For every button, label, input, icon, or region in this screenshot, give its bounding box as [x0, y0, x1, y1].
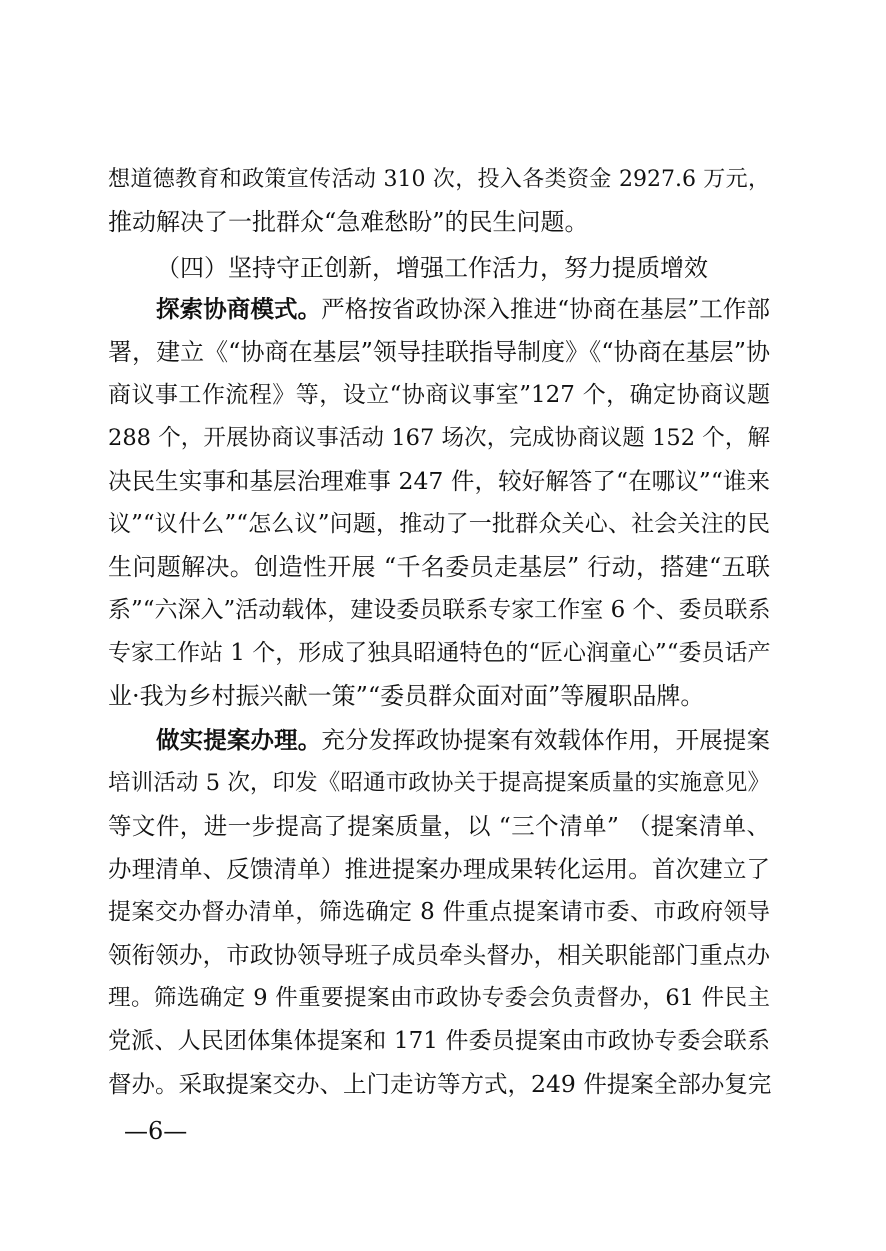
body-text-line: 领衔领办，市政协领导班子成员牵头督办，相关职能部门重点办	[108, 941, 770, 969]
paragraph-lead-heading: 探索协商模式。	[156, 295, 322, 323]
body-text-span: 严格按省政协深入推进“协商在基层”工作部	[321, 295, 771, 323]
body-text-line: 等文件，进一步提高了提案质量，以 “三个清单” （提案清单、	[108, 812, 770, 840]
paragraph-first-line	[156, 725, 770, 755]
body-text-line: 办理清单、反馈清单）推进提案办理成果转化运用。首次建立了	[108, 855, 770, 883]
body-text-line: 决民生实事和基层治理难事 247 件，较好解答了“在哪议”“谁来	[108, 467, 770, 495]
body-text-line: 商议事工作流程》等，设立“协商议事室”127 个，确定协商议题	[108, 382, 770, 408]
paragraph-first-line	[156, 294, 770, 324]
body-text-line: 理。筛选确定 9 件重要提案由市政协专委会负责督办，61 件民主	[108, 985, 770, 1011]
body-text-line: 系”“六深入”活动载体，建设委员联系专家工作室 6 个、委员联系	[108, 597, 771, 623]
body-text-span: 充分发挥政协提案有效载体作用，开展提案	[321, 726, 771, 754]
body-text-line: 署，建立《“协商在基层”领导挂联指导制度》《“协商在基层”协	[108, 338, 770, 366]
body-text-line: 提案交办督办清单，筛选确定 8 件重点提案请市委、市政府领导	[108, 899, 770, 925]
body-text-line: 专家工作站 1 个，形成了独具昭通特色的“匠心润童心”“委员话产	[108, 640, 771, 666]
section-heading: （四）坚持守正创新，增强工作活力，努力提质增效	[156, 254, 708, 282]
body-text-line: 培训活动 5 次，印发《昭通市政协关于提高提案质量的实施意见》	[108, 770, 770, 796]
body-text-line: 想道德教育和政策宣传活动 310 次，投入各类资金 2927.6 万元，	[108, 167, 770, 192]
page-number: —6—	[124, 1117, 188, 1145]
body-text-line: 党派、人民团体集体提案和 171 件委员提案由市政协专委会联系	[108, 1028, 770, 1054]
body-text-line: 推动解决了一批群众“急难愁盼”的民生问题。	[108, 208, 589, 236]
body-text-line: 生问题解决。创造性开展 “千名委员走基层” 行动，搭建“五联	[108, 553, 770, 581]
body-text-line: 督办。采取提案交办、上门走访等方式，249 件提案全部办复完	[108, 1070, 772, 1098]
body-text-line: 议”“议什么”“怎么议”问题，推动了一批群众关心、社会关注的民	[108, 511, 770, 537]
paragraph-lead-heading: 做实提案办理。	[156, 726, 322, 754]
body-text-line: 288 个，开展协商议事活动 167 场次，完成协商议题 152 个，解	[108, 425, 770, 451]
body-text-line: 业·我为乡村振兴献一策”“委员群众面对面”等履职品牌。	[108, 682, 705, 710]
